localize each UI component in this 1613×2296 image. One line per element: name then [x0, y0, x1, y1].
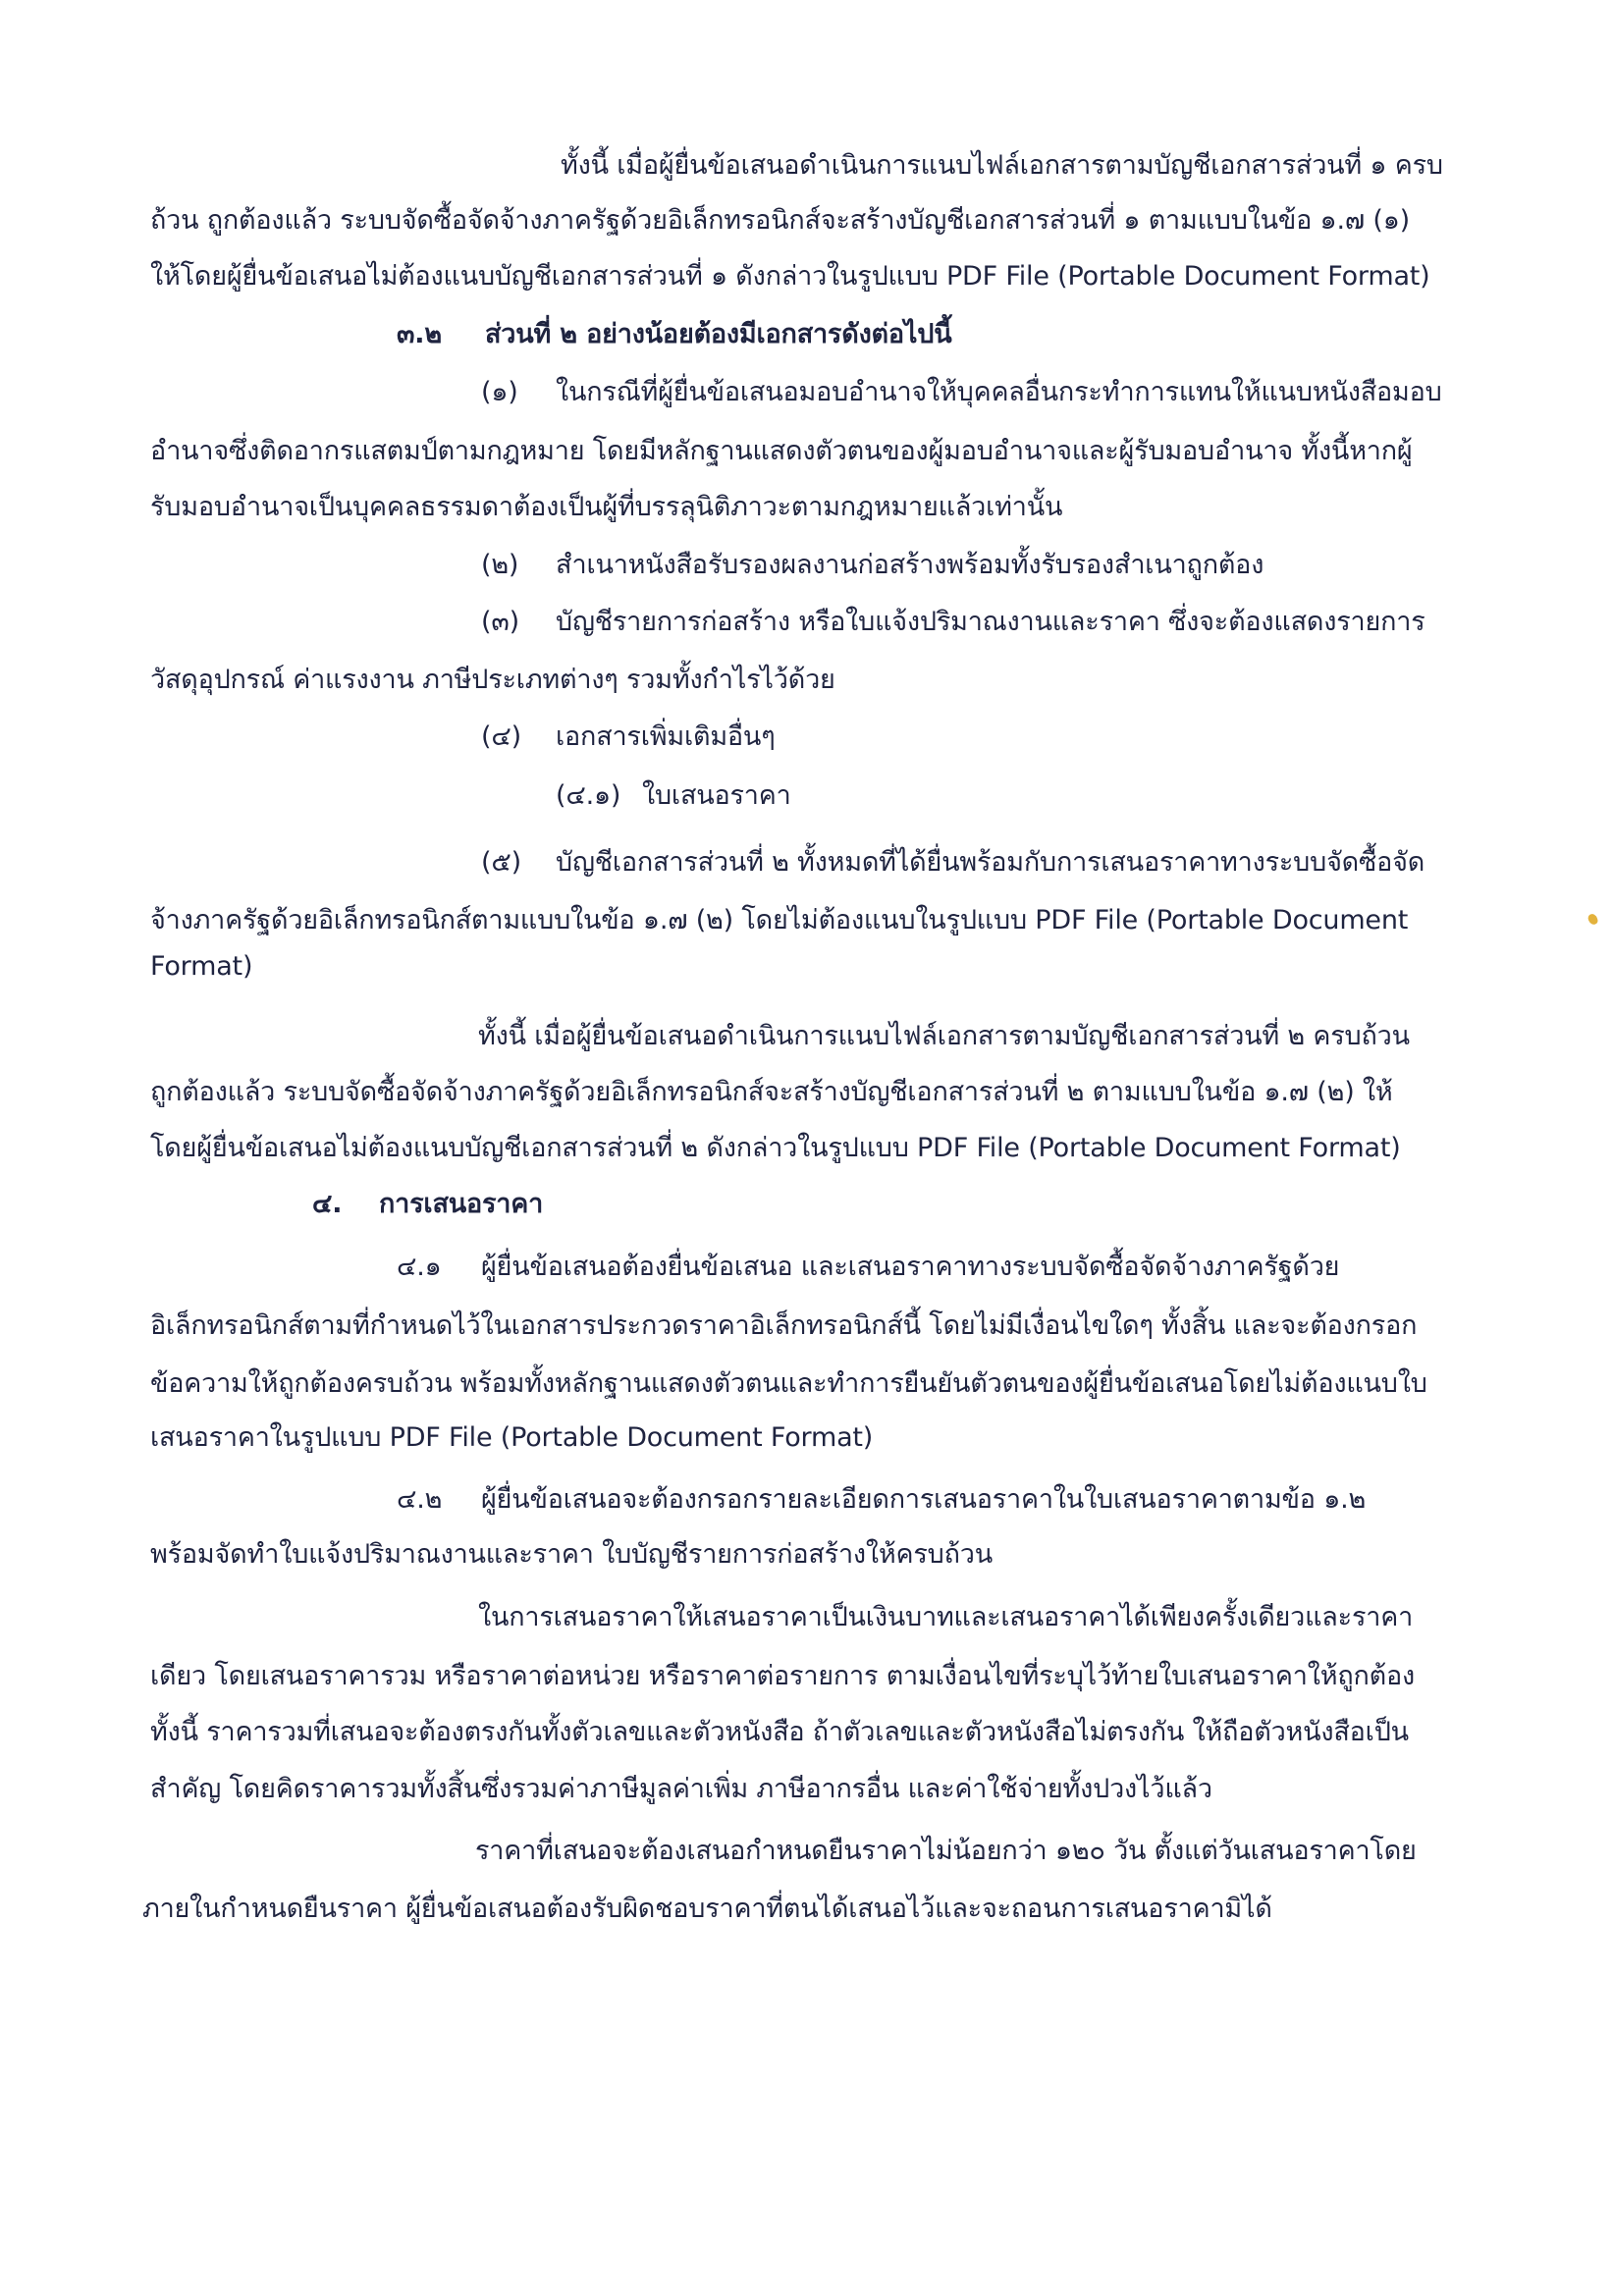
paragraph-line: ใบเสนอราคา: [642, 780, 791, 811]
paragraph-line: ข้อความให้ถูกต้องครบถ้วน พร้อมทั้งหลักฐานแสดงตัวตนและทำการยืนยันตัวตนของผู้ยื่นข้อเสนอโดยไม่ต้องแนบใบ: [150, 1368, 1427, 1399]
paragraph-line: เอกสารเพิ่มเติมอื่นๆ: [556, 721, 776, 752]
item-number: ๔.๑: [397, 1252, 442, 1282]
paragraph-line: เสนอราคาในรูปแบบ PDF File (Portable Document Format): [150, 1422, 874, 1453]
paragraph-line: ทั้งนี้ เมื่อผู้ยื่นข้อเสนอดำเนินการแนบไฟล์เอกสารตามบัญชีเอกสารส่วนที่ ๑ ครบ: [561, 150, 1443, 181]
item-number: (๔.๑): [556, 780, 621, 811]
paragraph-line: พร้อมจัดทำใบแจ้งปริมาณงานและราคา ใบบัญชีรายการก่อสร้างให้ครบถ้วน: [150, 1539, 993, 1570]
paragraph-line: สำคัญ โดยคิดราคารวมทั้งสิ้นซึ่งรวมค่าภาษีมูลค่าเพิ่ม ภาษีอากรอื่น และค่าใช้จ่ายทั้งปวงไว้แล้ว: [150, 1774, 1212, 1804]
paragraph-line: ถ้วน ถูกต้องแล้ว ระบบจัดซื้อจัดจ้างภาครัฐด้วยอิเล็กทรอนิกส์จะสร้างบัญชีเอกสารส่วนที่ ๑ ตามแบบในข้อ ๑.๗ (๑): [150, 205, 1410, 236]
paragraph-line: อำนาจซึ่งติดอากรแสตมป์ตามกฎหมาย โดยมีหลักฐานแสดงตัวตนของผู้มอบอำนาจและผู้รับมอบอำนาจ ทั้งนี้หากผู้: [150, 436, 1413, 466]
paragraph-line: ให้โดยผู้ยื่นข้อเสนอไม่ต้องแนบบัญชีเอกสารส่วนที่ ๑ ดังกล่าวในรูปแบบ PDF File (Portable Document Format): [150, 261, 1430, 292]
item-number: (๒): [481, 550, 519, 580]
paragraph-line: บัญชีเอกสารส่วนที่ ๒ ทั้งหมดที่ได้ยื่นพร้อมกับการเสนอราคาทางระบบจัดซื้อจัด: [556, 847, 1425, 878]
section-number: ๓.๒: [397, 319, 442, 349]
scan-speck: [1586, 913, 1598, 926]
section-number: ๔.: [312, 1189, 343, 1219]
paragraph-line: ผู้ยื่นข้อเสนอจะต้องกรอกรายละเอียดการเสนอราคาในใบเสนอราคาตามข้อ ๑.๒: [481, 1484, 1367, 1515]
paragraph-line: ถูกต้องแล้ว ระบบจัดซื้อจัดจ้างภาครัฐด้วยอิเล็กทรอนิกส์จะสร้างบัญชีเอกสารส่วนที่ ๒ ตามแบบในข้อ ๑.๗ (๒) ให้: [150, 1077, 1393, 1107]
paragraph-line: บัญชีรายการก่อสร้าง หรือใบแจ้งปริมาณงานและราคา ซึ่งจะต้องแสดงรายการ: [556, 607, 1425, 637]
paragraph-line: อิเล็กทรอนิกส์ตามที่กำหนดไว้ในเอกสารประกวดราคาอิเล็กทรอนิกส์นี้ โดยไม่มีเงื่อนไขใดๆ ทั้งสิ้น และจะต้องกรอก: [150, 1310, 1418, 1341]
item-number: (๕): [481, 847, 521, 878]
section-title: การเสนอราคา: [379, 1189, 544, 1219]
paragraph-line: วัสดุอุปกรณ์ ค่าแรงงาน ภาษีประเภทต่างๆ รวมทั้งกำไรไว้ด้วย: [150, 665, 835, 695]
paragraph-line: เดียว โดยเสนอราคารวม หรือราคาต่อหน่วย หรือราคาต่อรายการ ตามเงื่อนไขที่ระบุไว้ท้ายใบเสนอราคาให้ถูกต้อง: [150, 1661, 1415, 1691]
section-title: ส่วนที่ ๒ อย่างน้อยต้องมีเอกสารดังต่อไปนี้: [485, 319, 952, 349]
paragraph-line: ราคาที่เสนอจะต้องเสนอกำหนดยืนราคาไม่น้อยกว่า ๑๒๐ วัน ตั้งแต่วันเสนอราคาโดย: [475, 1836, 1417, 1866]
item-number: (๔): [481, 721, 521, 752]
paragraph-line: สำเนาหนังสือรับรองผลงานก่อสร้างพร้อมทั้งรับรองสำเนาถูกต้อง: [556, 550, 1264, 580]
paragraph-line: ในกรณีที่ผู้ยื่นข้อเสนอมอบอำนาจให้บุคคลอื่นกระทำการแทนให้แนบหนังสือมอบ: [556, 377, 1442, 407]
paragraph-line: ทั้งนี้ ราคารวมที่เสนอจะต้องตรงกันทั้งตัวเลขและตัวหนังสือ ถ้าตัวเลขและตัวหนังสือไม่ตรงกัน ให้ถือตัวหนังสือเป็น: [150, 1717, 1409, 1747]
paragraph-line: Format): [150, 951, 253, 982]
paragraph-line: ในการเสนอราคาให้เสนอราคาเป็นเงินบาทและเสนอราคาได้เพียงครั้งเดียวและราคา: [478, 1602, 1414, 1632]
paragraph-line: จ้างภาครัฐด้วยอิเล็กทรอนิกส์ตามแบบในข้อ ๑.๗ (๒) โดยไม่ต้องแนบในรูปแบบ PDF File (Portable Document: [150, 905, 1409, 935]
item-number: (๑): [481, 377, 518, 407]
paragraph-line: รับมอบอำนาจเป็นบุคคลธรรมดาต้องเป็นผู้ที่บรรลุนิติภาวะตามกฎหมายแล้วเท่านั้น: [150, 492, 1063, 522]
paragraph-line: โดยผู้ยื่นข้อเสนอไม่ต้องแนบบัญชีเอกสารส่วนที่ ๒ ดังกล่าวในรูปแบบ PDF File (Portable Document Format): [150, 1133, 1401, 1163]
paragraph-line: ภายในกำหนดยืนราคา ผู้ยื่นข้อเสนอต้องรับผิดชอบราคาที่ตนได้เสนอไว้และจะถอนการเสนอราคามิได้: [142, 1894, 1272, 1924]
item-number: (๓): [481, 607, 519, 637]
paragraph-line: ทั้งนี้ เมื่อผู้ยื่นข้อเสนอดำเนินการแนบไฟล์เอกสารตามบัญชีเอกสารส่วนที่ ๒ ครบถ้วน: [478, 1021, 1410, 1051]
item-number: ๔.๒: [397, 1484, 443, 1515]
paragraph-line: ผู้ยื่นข้อเสนอต้องยื่นข้อเสนอ และเสนอราคาทางระบบจัดซื้อจัดจ้างภาครัฐด้วย: [481, 1252, 1340, 1282]
